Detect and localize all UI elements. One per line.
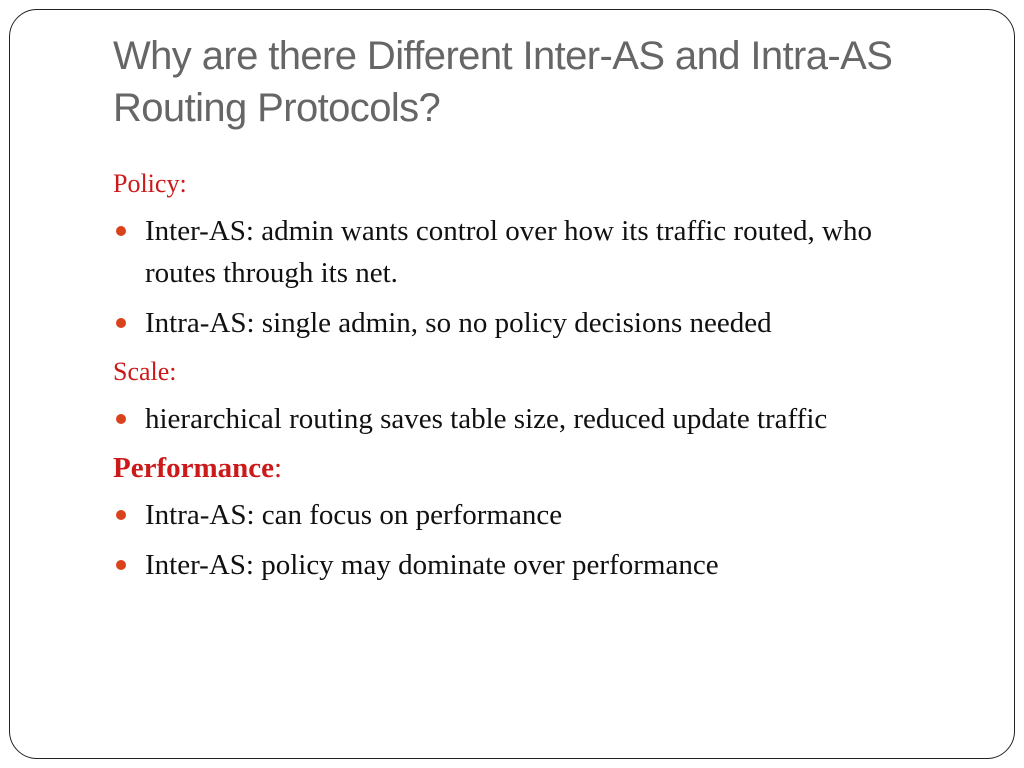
bullet-dot-icon (116, 226, 126, 236)
slide-body (113, 164, 933, 594)
section-heading-suffix: : (274, 452, 283, 484)
bullet-text: Inter-AS: policy may dominate over performance (145, 549, 719, 581)
bullet-dot-icon (116, 318, 126, 328)
bullet-item (113, 302, 933, 344)
bullet-text: hierarchical routing saves table size, reduced update traffic (145, 403, 828, 435)
bullet-item (113, 494, 933, 536)
bullet-text: Intra-AS: single admin, so no policy decisions needed (145, 307, 772, 339)
bullet-item (113, 398, 933, 440)
bullet-dot-icon (116, 414, 126, 424)
section-heading-word: Performance (113, 452, 275, 484)
bullet-dot-icon (116, 560, 126, 570)
slide-title: Why are there Different Inter-AS and Intra-AS Routing Protocols? (113, 34, 893, 130)
section-heading-scale: Scale: (113, 357, 177, 386)
bullet-item (113, 544, 933, 586)
section-heading-performance (113, 448, 933, 488)
bullet-dot-icon (116, 510, 126, 520)
section-heading-policy: Policy: (113, 169, 187, 198)
bullet-text: Inter-AS: admin wants control over how its traffic routed, who routes through its net. (145, 215, 872, 289)
bullet-text: Intra-AS: can focus on performance (145, 499, 563, 531)
bullet-item (113, 210, 933, 294)
